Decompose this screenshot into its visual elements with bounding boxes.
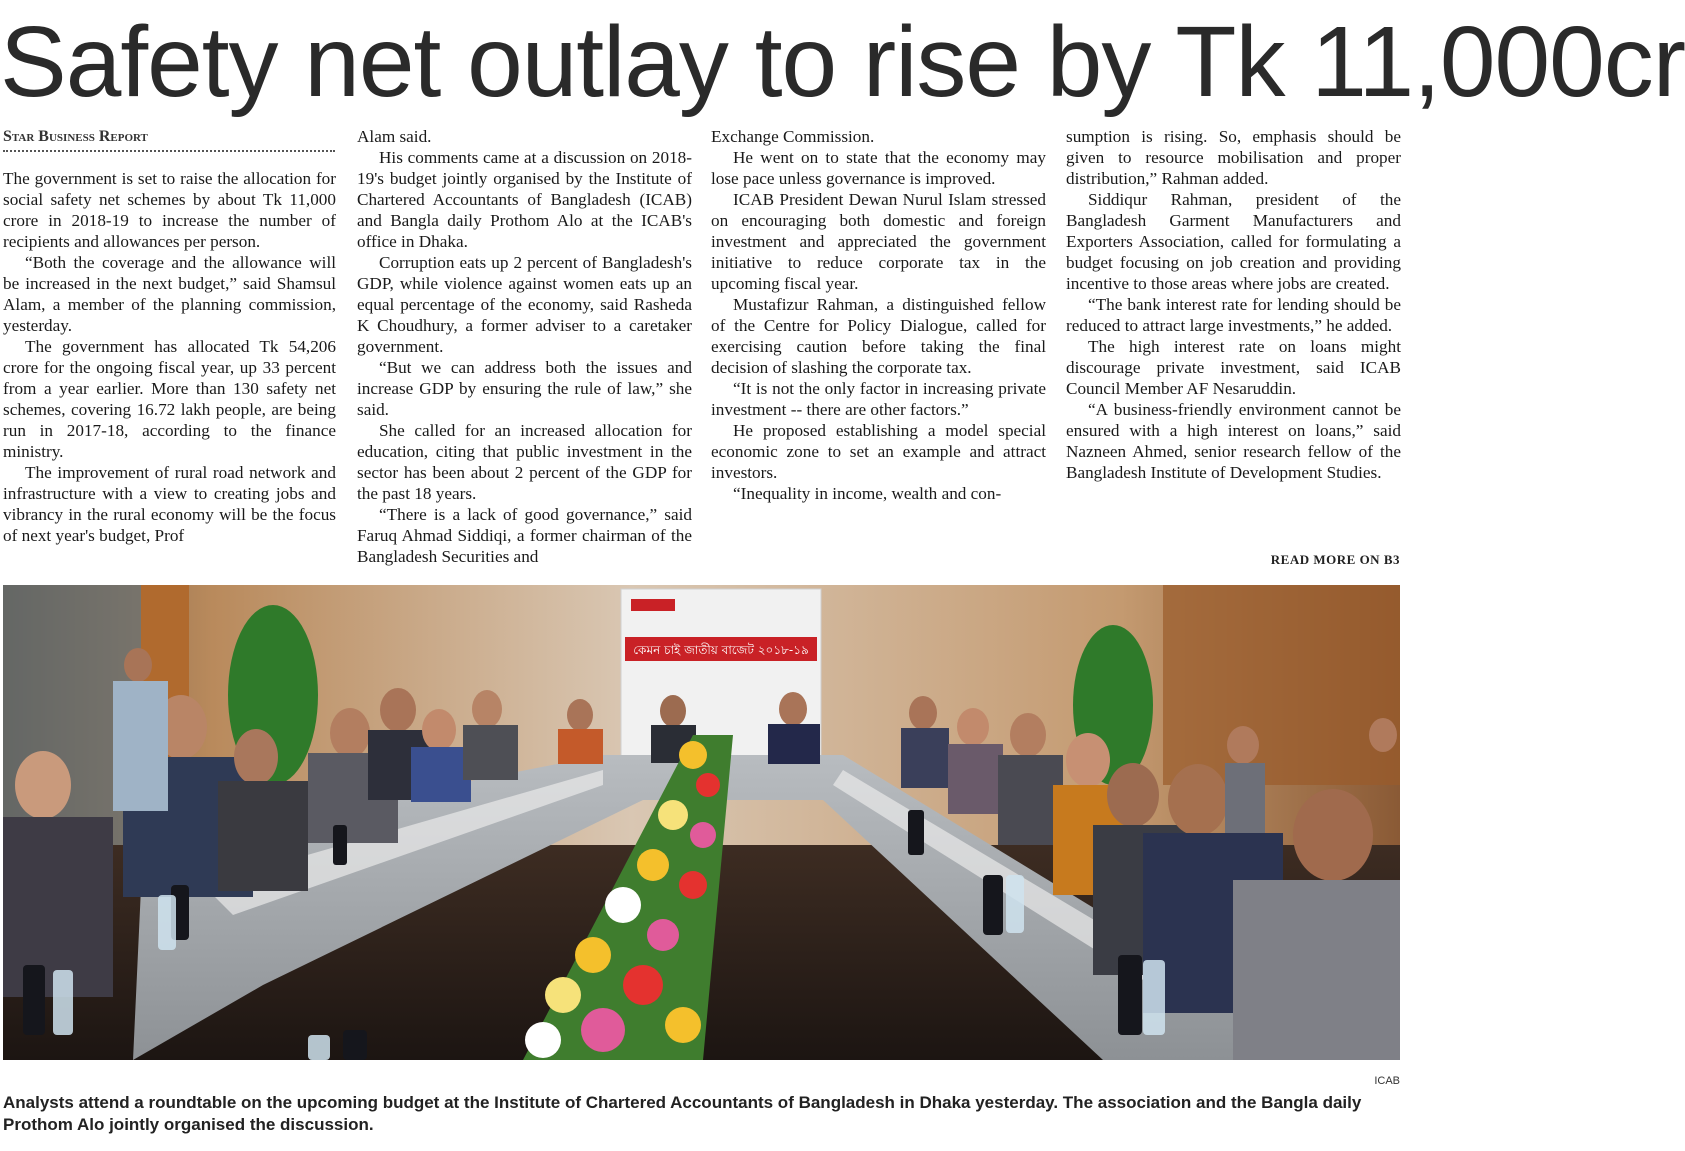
photo-credit: ICAB: [1374, 1075, 1400, 1087]
paragraph: sumption is rising. So, emphasis should be given to resource mobilisation and proper distribution,” Rahman added.: [1066, 127, 1401, 188]
byline: Star Business Report: [3, 128, 335, 152]
paragraph: “A business-friendly environment cannot be ensured with a high interest on loans,” said Nazneen Ahmed, senior research fellow of the Bangladesh Institute of Development Studies.: [1066, 400, 1401, 482]
paragraph: Alam said.: [357, 127, 432, 146]
paragraph: Mustafizur Rahman, a distinguished fellow of the Centre for Policy Dialogue, called for exercising caution before taking the final decision of slashing the corporate tax.: [711, 295, 1046, 377]
paragraph: “But we can address both the issues and increase GDP by ensuring the rule of law,” she said.: [357, 358, 692, 419]
paragraph: “There is a lack of good governance,” said Faruq Ahmad Siddiqi, a former chairman of the Bangladesh Securities and: [357, 505, 692, 566]
headline: Safety net outlay to rise by Tk 11,000cr: [0, 6, 1685, 118]
paragraph: The improvement of rural road network and infrastructure with a view to creating jobs and vibrancy in the rural economy will be the focus of next year's budget, Prof: [3, 463, 336, 545]
paragraph: ICAB President Dewan Nurul Islam stressed on encouraging both domestic and foreign investment and appreciated the government initiative to reduce corporate tax in the upcoming fiscal year.: [711, 190, 1046, 293]
paragraph: “Inequality in income, wealth and con-: [733, 484, 1002, 503]
paragraph: The high interest rate on loans might discourage private investment, said ICAB Council Member AF Nesaruddin.: [1066, 337, 1401, 398]
article-column-2: [357, 126, 692, 567]
article-column-1: [3, 168, 336, 546]
paragraph: “Both the coverage and the allowance will be increased in the next budget,” said Shamsul Alam, a member of the planning commission, yesterday.: [3, 253, 336, 335]
paragraph: Siddiqur Rahman, president of the Bangladesh Garment Manufacturers and Exporters Association, called for formulating a budget focusing on job creation and providing incentive to those areas where jobs are created.: [1066, 190, 1401, 293]
paragraph: She called for an increased allocation for education, citing that public investment in the sector has been about 2 percent of the GDP for the past 18 years.: [357, 421, 692, 503]
paragraph: “The bank interest rate for lending should be reduced to attract large investments,” he added.: [1066, 295, 1401, 335]
roundtable-photo: [3, 585, 1400, 1060]
read-more-link[interactable]: READ MORE ON B3: [1270, 552, 1400, 567]
paragraph: The government has allocated Tk 54,206 crore for the ongoing fiscal year, up 33 percent from a year earlier. More than 130 safety net schemes, covering 16.72 lakh people, are being run in 2017-18, according to the finance ministry.: [3, 337, 336, 461]
paragraph: Exchange Commission.: [711, 127, 875, 146]
paragraph: He went on to state that the economy may lose pace unless governance is improved.: [711, 148, 1046, 188]
article-column-4: [1066, 126, 1401, 483]
paragraph: He proposed establishing a model special economic zone to set an example and attract investors.: [711, 421, 1046, 482]
paragraph: “It is not the only factor in increasing private investment -- there are other factors.”: [711, 379, 1046, 419]
paragraph: His comments came at a discussion on 2018-19's budget jointly organised by the Institute of Chartered Accountants of Bangladesh (ICAB) and Bangla daily Prothom Alo at the ICAB's office in Dhaka.: [357, 148, 692, 251]
photo-caption: Analysts attend a roundtable on the upcoming budget at the Institute of Chartered Accountants of Bangladesh in Dhaka yesterday. The association and the Bangla daily Prothom Alo jointly organised the discussion.: [3, 1093, 1362, 1134]
paragraph: The government is set to raise the allocation for social safety net schemes by about Tk 11,000 crore in 2018-19 to increase the number of recipients and allowances per person.: [3, 169, 336, 251]
article-column-3: [711, 126, 1046, 504]
banner-text: কেমন চাই জাতীয় বাজেট ২০১৮-১৯: [633, 643, 809, 657]
paragraph: Corruption eats up 2 percent of Bangladesh's GDP, while violence against women eats up an equal percentage of the economy, said Rasheda K Choudhury, a former adviser to a caretaker government.: [357, 253, 692, 356]
photo-illustration: [3, 585, 1400, 1060]
